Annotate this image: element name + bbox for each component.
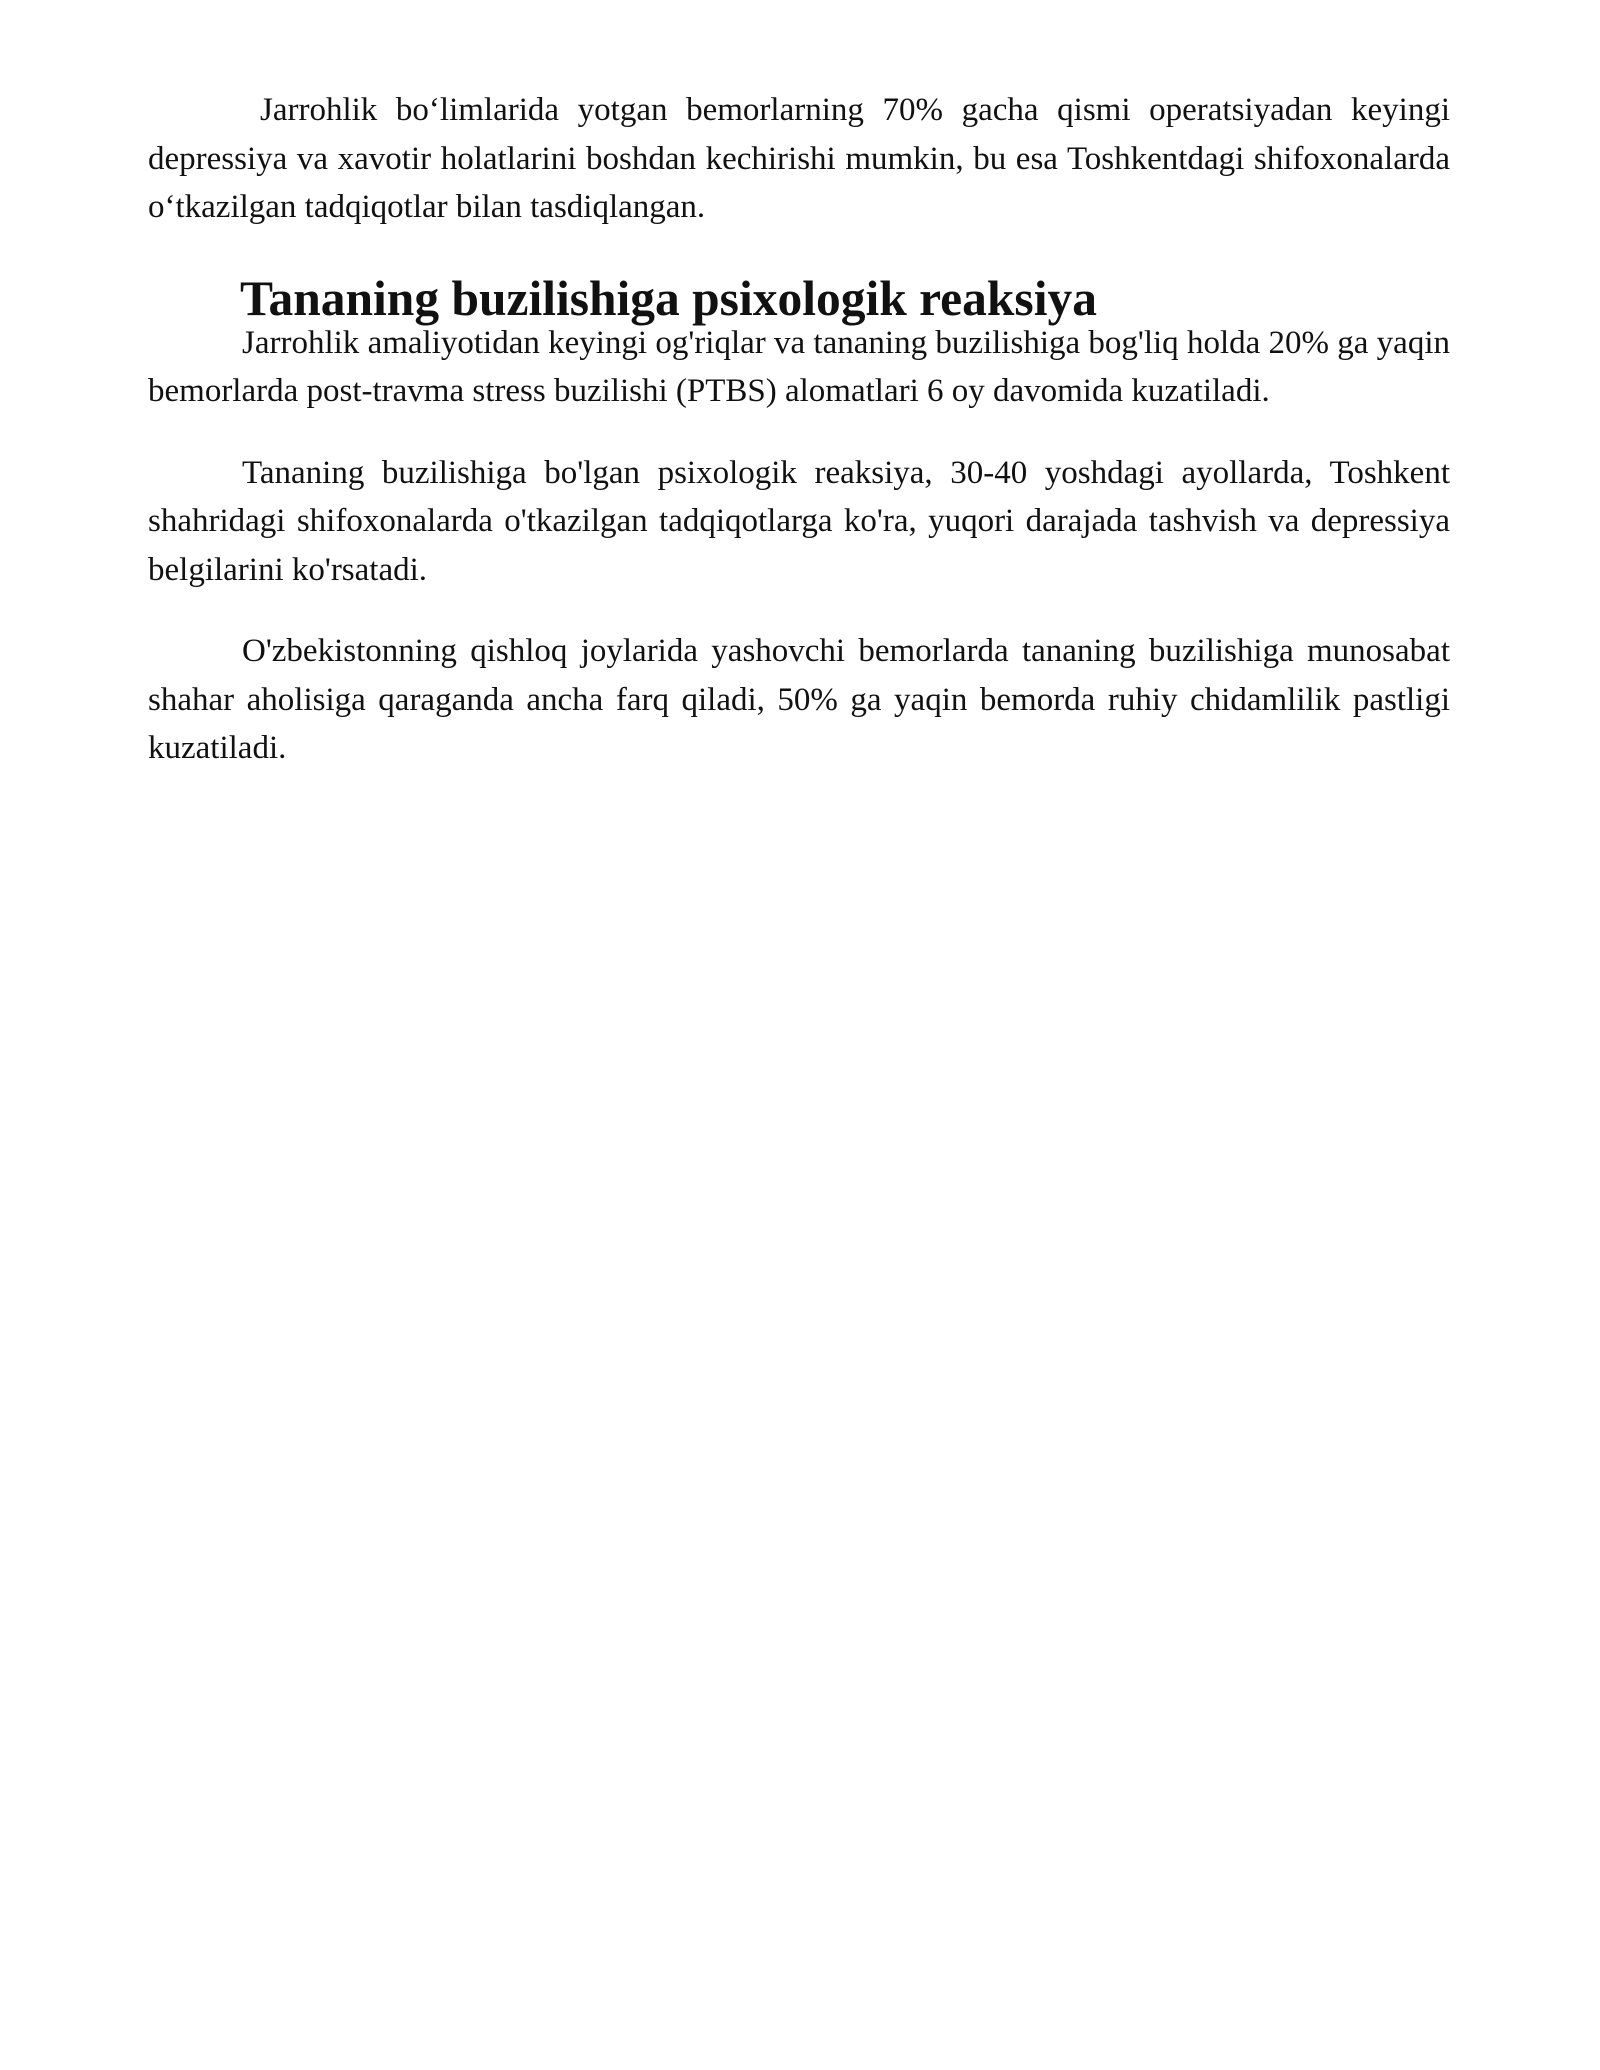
paragraph-postoperative-depression: Jarrohlik bo‘limlarida yotgan bemorlarning 70% gacha qismi operatsiyadan keyingi depressiya va xavotir holatlarini boshdan kechirishi mumkin, bu esa Toshkentdagi shifoxonalarda o‘tkazilgan tadqiqotlar bilan tasdiqlangan. xyxy=(148,92,1450,225)
paragraph-rural-patients: O'zbekistonning qishloq joylarida yashovchi bemorlarda tananing buzilishiga munosabat shahar aholisiga qaraganda ancha farq qiladi, 50% ga yaqin bemorda ruhiy chidamlilik pastligi kuzatiladi. xyxy=(148,633,1450,766)
paragraph-women-reaction: Tananing buzilishiga bo'lgan psixologik reaksiya, 30-40 yoshdagi ayollarda, Toshkent shahridagi shifoxonalarda o'tkazilgan tadqiqotlarga ko'ra, yuqori darajada tashvish va depressiya belgilarini ko'rsatadi. xyxy=(148,454,1450,588)
paragraph-ptsd: Jarrohlik amaliyotidan keyingi og'riqlar va tananing buzilishiga bog'liq holda 20% ga yaqin bemorlarda post-travma stress buzilishi (PTBS) alomatlari 6 oy davomida kuzatiladi. xyxy=(148,324,1450,409)
document-page xyxy=(148,86,1450,773)
section-heading: Tananing buzilishiga psixologik reaksiya xyxy=(240,270,1097,326)
